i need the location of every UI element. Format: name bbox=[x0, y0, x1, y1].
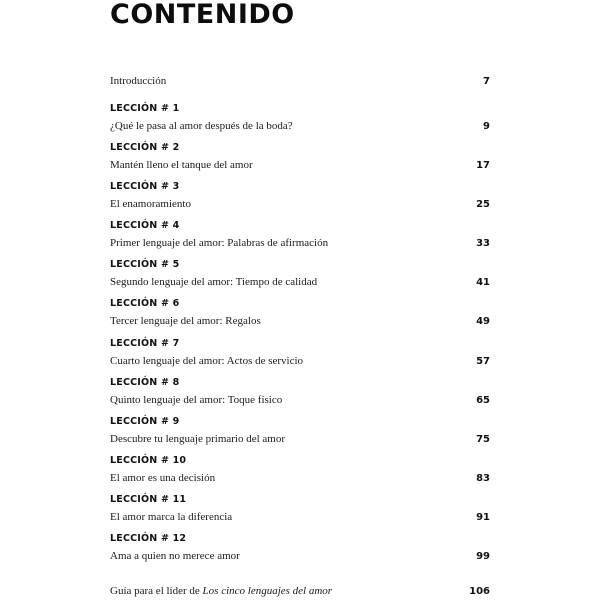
lesson-label: LECCIÓN # 3 bbox=[110, 181, 180, 193]
lesson-label: LECCIÓN # 11 bbox=[110, 493, 187, 505]
toc-entry-title: El enamoramiento bbox=[110, 198, 191, 211]
toc-lesson-11[interactable] bbox=[110, 492, 490, 531]
toc-entry-page: 65 bbox=[476, 394, 490, 406]
toc-entry-leader-guide[interactable] bbox=[110, 581, 490, 600]
toc-entry-title: Cuarto lenguaje del amor: Actos de servicio bbox=[110, 354, 304, 367]
toc-lesson-1[interactable] bbox=[110, 101, 490, 140]
lesson-label: LECCIÓN # 4 bbox=[110, 220, 180, 232]
lesson-label: LECCIÓN # 2 bbox=[110, 142, 180, 154]
lesson-label: LECCIÓN # 6 bbox=[110, 298, 180, 310]
toc-entry-title: Primer lenguaje del amor: Palabras de afirmación bbox=[110, 237, 329, 250]
lesson-label: LECCIÓN # 10 bbox=[110, 454, 187, 466]
toc-entry-title: Segundo lenguaje del amor: Tiempo de calidad bbox=[110, 276, 318, 289]
guide-book-title: Los cinco lenguajes del amor bbox=[202, 585, 333, 598]
lesson-label: LECCIÓN # 5 bbox=[110, 259, 180, 271]
toc-entry-page: 91 bbox=[476, 511, 490, 523]
toc-lesson-7[interactable] bbox=[110, 336, 490, 375]
toc-entry bbox=[110, 468, 490, 489]
toc-entry-title: Descubre tu lenguaje primario del amor bbox=[110, 432, 286, 445]
toc-lesson-3[interactable] bbox=[110, 179, 490, 218]
toc-entry-title: ¿Qué le pasa al amor después de la boda? bbox=[110, 120, 293, 132]
toc-entry-title bbox=[110, 581, 332, 600]
lesson-label: LECCIÓN # 9 bbox=[110, 415, 180, 427]
toc-entry bbox=[110, 194, 490, 215]
toc-entry bbox=[110, 390, 490, 411]
lesson-label: LECCIÓN # 1 bbox=[110, 103, 180, 114]
toc-entry bbox=[110, 546, 490, 567]
toc-entry-title: El amor es una decisión bbox=[110, 471, 216, 484]
lesson-label: LECCIÓN # 7 bbox=[110, 337, 180, 349]
toc-lesson-10[interactable] bbox=[110, 453, 490, 492]
toc-entry bbox=[110, 311, 490, 332]
toc-lesson-2[interactable] bbox=[110, 140, 490, 179]
toc-entry bbox=[110, 507, 490, 528]
toc-lesson-4[interactable] bbox=[110, 218, 490, 257]
toc-entry-title: Ama a quien no merece amor bbox=[110, 550, 240, 563]
toc-entry bbox=[110, 233, 490, 254]
guide-title-prefix: Guía para el líder de bbox=[110, 585, 203, 598]
toc-entry bbox=[110, 429, 490, 450]
toc-entry-page: 57 bbox=[476, 355, 490, 367]
toc-lesson-5[interactable] bbox=[110, 257, 490, 296]
toc-entry bbox=[110, 155, 490, 176]
toc-lesson-6[interactable] bbox=[110, 296, 490, 335]
toc-entry-page: 33 bbox=[476, 238, 490, 250]
toc-entry-page: 17 bbox=[476, 160, 490, 172]
page-title: CONTENIDO bbox=[110, 0, 295, 30]
toc-entry-page: 99 bbox=[476, 551, 490, 563]
lesson-label: LECCIÓN # 8 bbox=[110, 376, 180, 388]
toc-entry-page: 49 bbox=[476, 316, 490, 328]
toc-entry-page: 7 bbox=[483, 76, 490, 87]
lesson-label: LECCIÓN # 12 bbox=[110, 533, 187, 545]
toc-entry-title: Introducción bbox=[110, 75, 167, 87]
toc-entry bbox=[110, 351, 490, 372]
toc-entry-page: 41 bbox=[476, 277, 490, 289]
toc-lesson-8[interactable] bbox=[110, 375, 490, 414]
toc-entry-title: Mantén lleno el tanque del amor bbox=[110, 159, 253, 172]
toc-entry bbox=[110, 272, 490, 293]
toc-entry bbox=[110, 116, 490, 137]
table-of-contents bbox=[110, 70, 490, 600]
toc-entry-introduction[interactable] bbox=[110, 70, 490, 92]
toc-entry-page: 83 bbox=[476, 472, 490, 484]
toc-entry-title: El amor marca la diferencia bbox=[110, 510, 233, 523]
toc-entry-page: 9 bbox=[483, 121, 490, 132]
toc-lesson-12[interactable] bbox=[110, 531, 490, 570]
toc-entry-page: 75 bbox=[476, 433, 490, 445]
toc-entry-title: Tercer lenguaje del amor: Regalos bbox=[110, 315, 261, 328]
toc-entry-page: 106 bbox=[469, 586, 490, 598]
toc-entry-page: 25 bbox=[476, 199, 490, 211]
toc-lesson-9[interactable] bbox=[110, 414, 490, 453]
toc-entry-title: Quinto lenguaje del amor: Toque físico bbox=[110, 393, 283, 406]
